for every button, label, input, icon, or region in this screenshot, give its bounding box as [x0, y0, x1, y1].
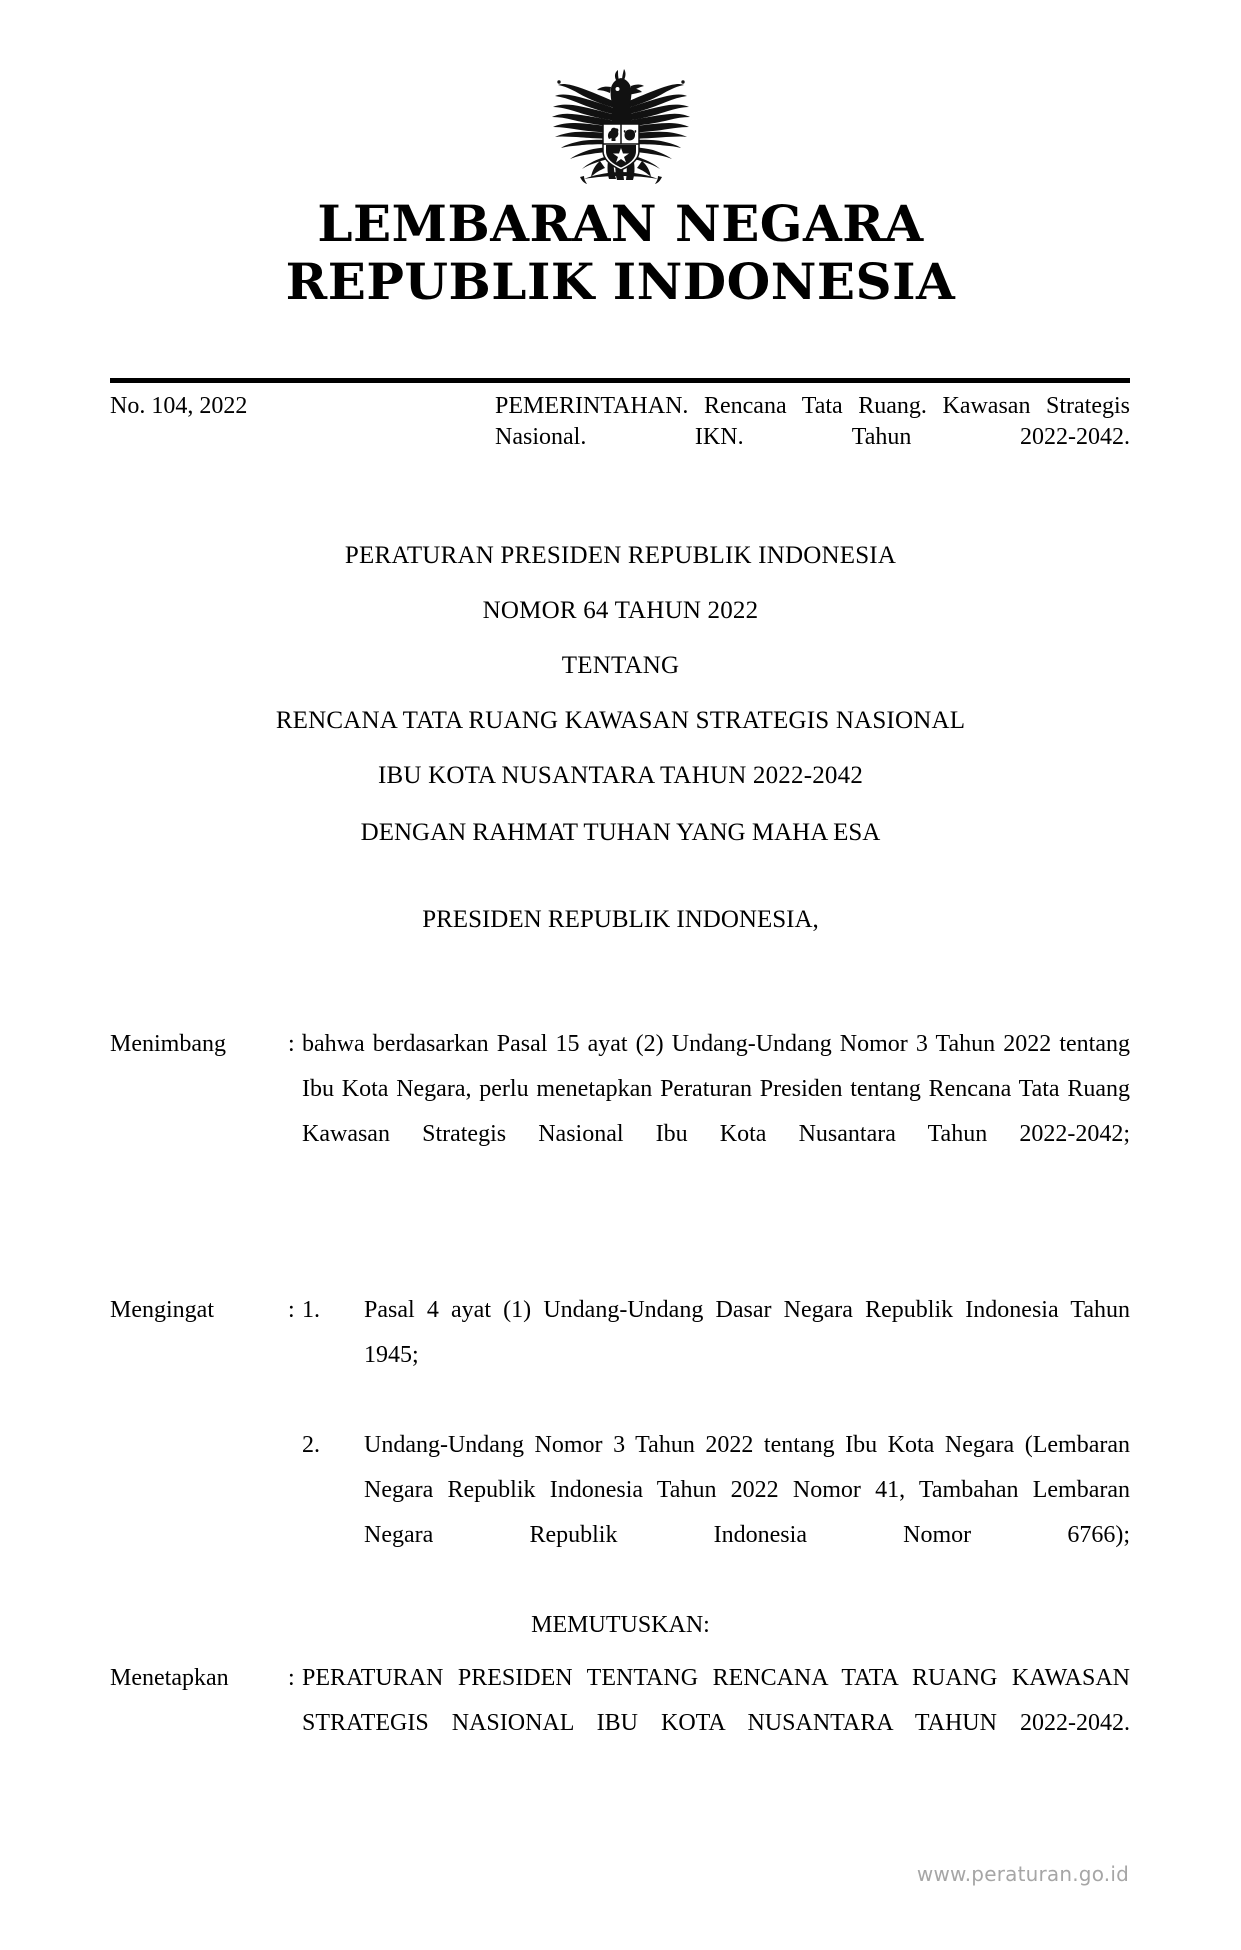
clause-mengingat-label: Mengingat — [110, 1297, 214, 1323]
clause-menetapkan — [110, 1656, 1130, 1791]
emblem-container — [0, 58, 1241, 188]
masthead-line-2: REPUBLIK INDONESIA — [285, 252, 956, 311]
issue-number: No. 104, 2022 — [110, 393, 248, 419]
header-meta-row — [110, 391, 1130, 484]
clause-menimbang-body: bahwa berdasarkan Pasal 15 ayat (2) Undang-Undang Nomor 3 Tahun 2022 tentang Ibu Kota Negara, perlu menetapkan Peraturan Presiden tentang Rencana Tata Ruang Kawasan Strategis Nasional Ibu Kota Nusantara Tahun 2022-2042; — [302, 1031, 1130, 1147]
signatory-heading: PRESIDEN REPUBLIK INDONESIA, — [422, 906, 819, 933]
list-item — [302, 1288, 1130, 1423]
blessing-line: DENGAN RAHMAT TUHAN YANG MAHA ESA — [360, 819, 881, 846]
title-line-5: IBU KOTA NUSANTARA TAHUN 2022-2042 — [377, 762, 864, 789]
title-line-1: PERATURAN PRESIDEN REPUBLIK INDONESIA — [344, 542, 897, 569]
clause-menimbang-label: Menimbang — [110, 1031, 226, 1057]
list-item-marker: 2. — [302, 1432, 320, 1458]
title-line-3: TENTANG — [561, 652, 680, 679]
header-divider-rule — [110, 378, 1130, 383]
list-item-text: Pasal 4 ayat (1) Undang-Undang Dasar Negara Republik Indonesia Tahun 1945; — [364, 1297, 1130, 1368]
masthead-line-1: LEMBARAN NEGARA — [317, 194, 924, 253]
title-line-2: NOMOR 64 TAHUN 2022 — [482, 597, 759, 624]
list-item-text: Undang-Undang Nomor 3 Tahun 2022 tentang Ibu Kota Negara (Lembaran Negara Republik Indonesia Tahun 2022 Nomor 41, Tambahan Lembaran Negara Republik Indonesia Nomor 6766); — [364, 1432, 1130, 1548]
list-item — [302, 1423, 1130, 1603]
clause-mengingat-body — [302, 1288, 1130, 1603]
list-item-marker: 1. — [302, 1297, 320, 1323]
masthead — [0, 195, 1241, 311]
clause-menimbang — [110, 1022, 1130, 1202]
legal-basis-list — [302, 1288, 1130, 1603]
clause-mengingat-colon: : — [288, 1297, 295, 1323]
clause-menimbang-colon: : — [288, 1031, 295, 1057]
clause-menetapkan-body: PERATURAN PRESIDEN TENTANG RENCANA TATA RUANG KAWASAN STRATEGIS NASIONAL IBU KOTA NUSANTARA TAHUN 2022-2042. — [302, 1665, 1130, 1736]
subject-keywords: PEMERINTAHAN. Rencana Tata Ruang. Kawasan Strategis Nasional. IKN. Tahun 2022-2042. — [495, 393, 1130, 450]
clause-menetapkan-colon: : — [288, 1665, 295, 1691]
memutuskan-heading: MEMUTUSKAN: — [531, 1612, 710, 1638]
clause-menetapkan-label: Menetapkan — [110, 1665, 229, 1691]
footer-watermark: www.peraturan.go.id — [916, 1862, 1129, 1886]
title-block — [0, 538, 1241, 813]
title-line-4: RENCANA TATA RUANG KAWASAN STRATEGIS NASIONAL — [275, 707, 966, 734]
garuda-pancasila-emblem — [536, 58, 706, 188]
clause-mengingat — [110, 1288, 1130, 1603]
